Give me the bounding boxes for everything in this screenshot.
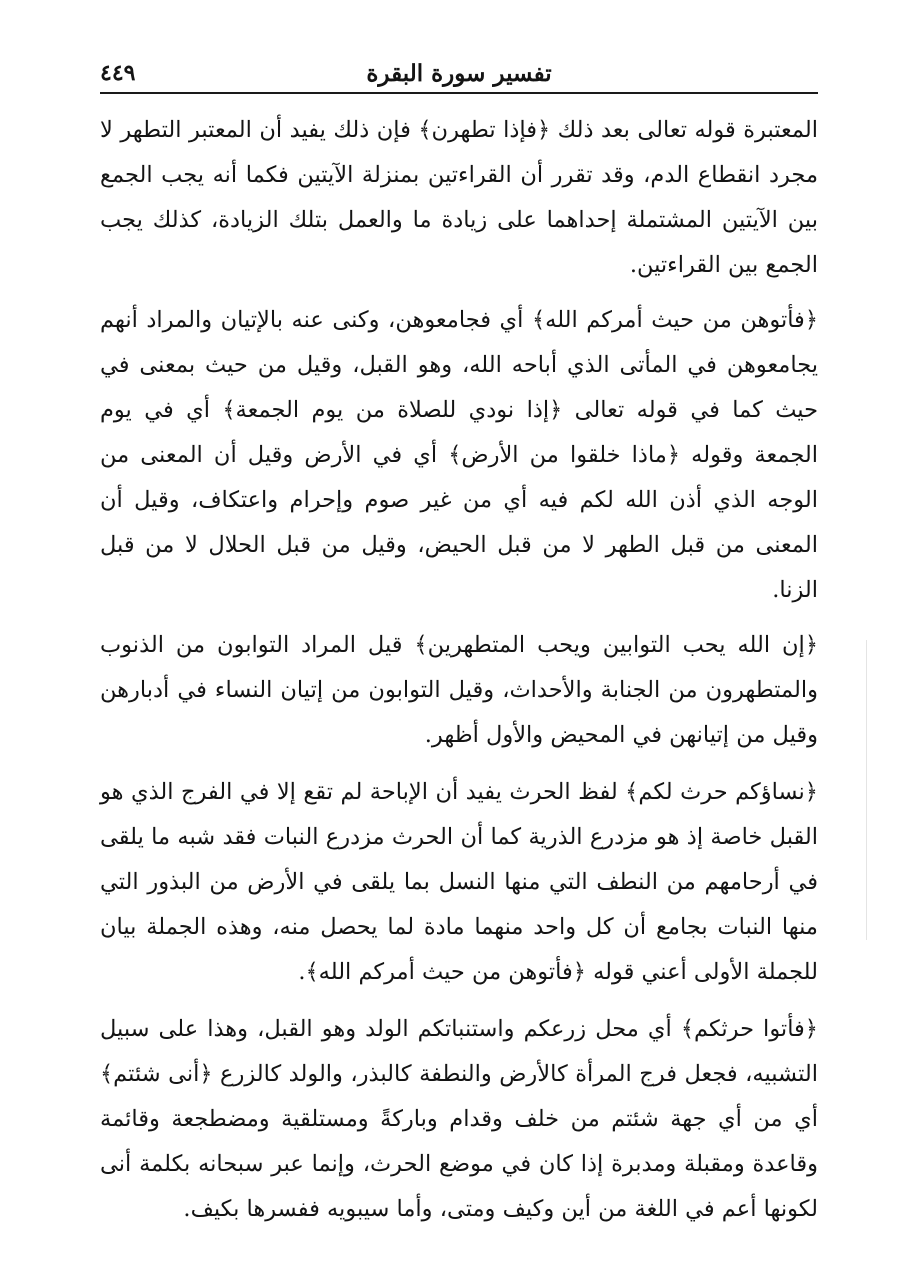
page-number: ٤٤٩ (100, 60, 136, 86)
paragraph-2: ﴿فأتوهن من حيث أمركم الله﴾ أي فجامعوهن، وكنى عنه بالإتيان والمراد أنهم يجامعوهن في المأتى الذي أباحه الله، وهو القبل، وقيل من حيث بمعنى في حيث كما في قوله تعالى ﴿إذا نودي للصلاة من يوم الجمعة﴾ أي في يوم الجمعة وقوله ﴿ماذا خلقوا من الأرض﴾ أي في الأرض وقيل أن المعنى من الوجه الذي أذن الله لكم فيه أي من غير صوم وإحرام واعتكاف، وقيل أن المعنى من قبل الطهر لا من قبل الحيض، وقيل من قبل الحلال لا من قبل الزنا. (100, 307, 818, 603)
running-title: تفسير سورة البقرة (366, 60, 552, 87)
page-edge-shadow (866, 640, 867, 940)
paragraph-4: ﴿نساؤكم حرث لكم﴾ لفظ الحرث يفيد أن الإباحة لم تقع إلا في الفرج الذي هو القبل خاصة إذ هو مزدرع الذرية كما أن الحرث مزدرع النبات فقد شبه ما يلقى في أرحامهم من النطف التي منها النسل بما يلقى في الأرض من البذور التي منها النبات بجامع أن كل واحد منهما مادة لما يحصل منه، وهذه الجملة بيان للجملة الأولى أعني قوله ﴿فأتوهن من حيث أمركم الله﴾. (100, 779, 818, 985)
page-header (100, 56, 818, 92)
page-body (100, 108, 818, 1232)
paragraph-5: ﴿فأتوا حرثكم﴾ أي محل زرعكم واستنباتكم الولد وهو القبل، وهذا على سبيل التشبيه، فجعل فرج المرأة كالأرض والنطفة كالبذر، والولد كالزرع ﴿أنى شئتم﴾ أي من أي جهة شئتم من خلف وقدام وباركةً ومستلقية ومضطجعة وقائمة وقاعدة ومقبلة ومدبرة إذا كان في موضع الحرث، وإنما عبر سبحانه بكلمة أنى لكونها أعم في اللغة من أين وكيف ومتى، وأما سيبويه ففسرها بكيف. (100, 1016, 818, 1222)
paragraph-3: ﴿إن الله يحب التوابين ويحب المتطهرين﴾ قيل المراد التوابون من الذنوب والمتطهرون من الجنابة والأحداث، وقيل التوابون من إتيان النساء في أدبارهن وقيل من إتيانهن في المحيض والأول أظهر. (100, 632, 818, 748)
paragraph-1: المعتبرة قوله تعالى بعد ذلك ﴿فإذا تطهرن﴾ فإن ذلك يفيد أن المعتبر التطهر لا مجرد انقطاع الدم، وقد تقرر أن القراءتين بمنزلة الآيتين فكما أنه يجب الجمع بين الآيتين المشتملة إحداهما على زيادة ما والعمل بتلك الزيادة، كذلك يجب الجمع بين القراءتين. (100, 117, 818, 278)
header-divider (100, 92, 818, 94)
